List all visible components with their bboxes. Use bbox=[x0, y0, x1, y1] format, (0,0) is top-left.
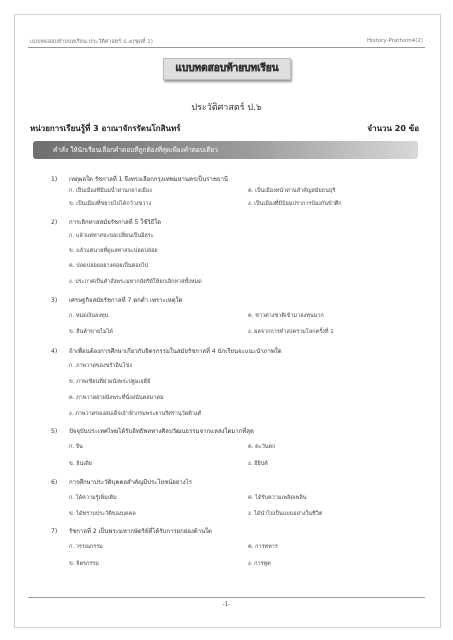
unit-title: หน่วยการเรียนรู้ที่ 3 อาณาจักรรัตนโกสินทร์ bbox=[30, 124, 181, 133]
option[interactable]: ก. วรรณกรรม bbox=[69, 544, 103, 550]
question-4 bbox=[51, 346, 282, 356]
question-text: รัชกาลที่ 2 เป็นพระมหากษัตริย์ที่ได้รับการยกย่องด้านใด bbox=[69, 528, 212, 535]
option[interactable]: ค. ได้รับความเพลิดเพลิน bbox=[248, 495, 307, 501]
option[interactable]: ง. เป็นเมืองที่มีป้อมปราการป้องกันข้าศึก bbox=[248, 201, 342, 207]
question-number: 7) bbox=[51, 528, 58, 535]
question-2 bbox=[51, 217, 161, 227]
option[interactable]: ก. แล้วแต่ทาสจะขอเปลี่ยนเป็นอิสระ bbox=[69, 233, 154, 239]
option[interactable]: ง. การทูต bbox=[248, 561, 271, 567]
question-number: 4) bbox=[51, 348, 58, 355]
page-number: -1- bbox=[222, 601, 231, 608]
option[interactable]: ค. ภาพวาดฝาผนังพระที่นั่งอนันตสมาคม bbox=[69, 395, 164, 401]
question-text: เศรษฐกิจสมัยรัชกาลที่ 7 ตกต่ำ เพราะเหตุใด bbox=[69, 297, 183, 304]
question-number: 6) bbox=[51, 479, 58, 486]
question-text: การเลิกทาสสมัยรัชกาลที่ 5 ใช้วิธีใด bbox=[69, 219, 162, 226]
option[interactable]: ข. อินเดีย bbox=[69, 461, 92, 467]
option[interactable]: ก. เป็นเมืองที่มีแม่น้ำผ่านกลางเมือง bbox=[69, 188, 152, 194]
question-number: 5) bbox=[51, 428, 58, 435]
option[interactable]: ง. ภาพวาดของสมเด็จเจ้าฟ้ากรมพระยานริศรานุวัดติวงศ์ bbox=[69, 411, 202, 417]
question-number: 1) bbox=[51, 176, 58, 183]
option[interactable]: ก. ได้ความรู้เพิ่มเติม bbox=[69, 495, 117, 501]
question-count: จำนวน 20 ข้อ bbox=[367, 124, 419, 133]
option[interactable]: ง. อียิปต์ bbox=[248, 461, 268, 467]
instruction-bar: คำสั่ง ให้นักเรียนเลือกคำตอบที่ถูกต้องที่สุดเพียงคำตอบเดียว bbox=[33, 141, 418, 159]
option[interactable]: ค. การทหาร bbox=[248, 544, 278, 550]
question-text: ถ้าเพื่อนต้องการศึกษาเกี่ยวกับจิตรกรรมในสมัยรัชกาลที่ 4 นักเรียนจะแนะนำภาพใด bbox=[69, 348, 282, 355]
question-number: 3) bbox=[51, 297, 58, 304]
question-1 bbox=[51, 174, 228, 184]
header-left-text: แบบทดสอบท้ายบทเรียน-ประวัติศาสตร์ ป.๔(ชุดที่ 1) bbox=[30, 39, 153, 45]
option[interactable]: ค. เป็นเมืองหน้าด่านสำคัญสมัยธนบุรี bbox=[248, 188, 336, 194]
option[interactable]: ค. ปลดปล่อยอย่างค่อยเป็นค่อยไป bbox=[69, 263, 149, 269]
option[interactable]: ข. แล้วแต่นายที่ดูแลทาสจะปลดปล่อย bbox=[69, 248, 158, 254]
option[interactable]: ข. จิตรกรรม bbox=[69, 561, 99, 567]
option[interactable]: ง. ได้นำไปเป็นแบบอย่างในชีวิต bbox=[248, 511, 323, 517]
question-number: 2) bbox=[51, 219, 58, 226]
option[interactable]: ค. ชาวต่างชาติเข้ามาลงทุนมาก bbox=[248, 313, 324, 319]
header-right-text: History-Prathom4(2) bbox=[367, 38, 423, 44]
question-6 bbox=[51, 477, 192, 487]
banner-title: แบบทดสอบท้ายบทเรียน bbox=[163, 58, 291, 80]
question-5 bbox=[51, 426, 254, 436]
question-7 bbox=[51, 526, 212, 536]
footer-divider bbox=[28, 597, 425, 598]
option[interactable]: ข. สินค้าขายไม่ได้ bbox=[69, 329, 113, 335]
option[interactable]: ง. ผลจากการทำสงครามโลกครั้งที่ 1 bbox=[248, 329, 334, 335]
question-text: เหตุผลใด รัชกาลที่ 1 จึงทรงเลือกกรุงเทพมหานครเป็นราชธานี bbox=[69, 176, 229, 183]
option[interactable]: ก. จีน bbox=[69, 444, 83, 450]
option[interactable]: ข. ได้ทราบประวัติของบุคคล bbox=[69, 511, 136, 517]
option[interactable]: ข. ภาพเขียนที่ฝาผนังพระปฐมเจดีย์ bbox=[69, 379, 151, 385]
question-text: การศึกษาประวัติบุคคลสำคัญมีประโยชน์อย่างไร bbox=[69, 479, 192, 486]
option[interactable]: ค. ตะวันตก bbox=[248, 444, 276, 450]
option[interactable]: ก. หมดเงินลงทุน bbox=[69, 313, 109, 319]
question-text: ปัจจุบันประเทศไทยได้รับอิทธิพลทางศิลปวัฒนธรรมจากแหล่งใดมากที่สุด bbox=[69, 428, 254, 435]
header-divider bbox=[28, 47, 425, 48]
option[interactable]: ก. ภาพวาดของขรัวอินโข่ง bbox=[69, 363, 132, 369]
question-3 bbox=[51, 295, 182, 305]
option[interactable]: ง. ประกาศเป็นคำสั่งพระมหากษัตริย์ให้ยกเลิกทาสทั้งหมด bbox=[69, 279, 202, 285]
option[interactable]: ข. เป็นเมืองที่ขยายไปได้กว้างขวาง bbox=[69, 201, 152, 207]
subject-title: ประวัติศาสตร์ ป.๖ bbox=[191, 103, 262, 113]
